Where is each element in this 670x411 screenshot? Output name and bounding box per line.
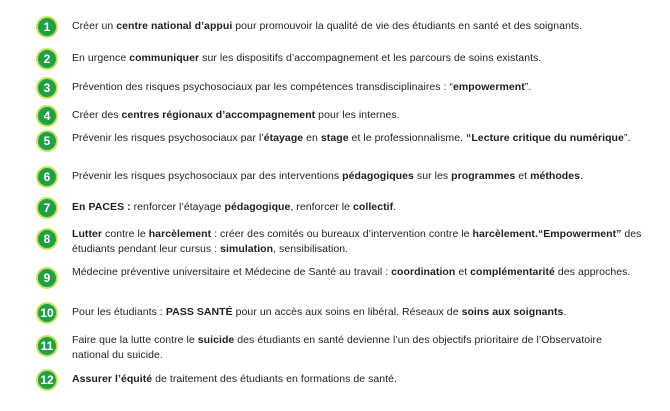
item-text: Prévention des risques psychosociaux par les compétences transdisciplinaires : “empowerment”.	[72, 81, 532, 93]
number-badge: 3	[36, 77, 58, 99]
item-text: Pour les étudiants : PASS SANTÉ pour un accès aux soins en libéral. Réseaux de soins aux soignants.	[72, 306, 567, 318]
item-text: Assurer l’équité de traitement des étudiants en formations de santé.	[72, 373, 397, 385]
item-text: En PACES : renforcer l’étayage pédagogique, renforcer le collectif.	[72, 201, 397, 213]
item-text: Médecine préventive universitaire et Médecine de Santé au travail : coordination et complémentarité des approches.	[72, 266, 631, 278]
item-text: Lutter contre le harcèlement : créer des comités ou bureaux d’intervention contre le harcèlement.“Empowerment” des étudiants pendant leur cursus : simulation, sensibilisation.	[72, 228, 642, 255]
number-badge: 6	[36, 166, 58, 188]
number-badge: 8	[36, 228, 58, 250]
number-badge: 4	[36, 105, 58, 127]
number-badge: 9	[36, 267, 58, 289]
item-text: Créer un centre national d’appui pour promouvoir la qualité de vie des étudiants en santé et des soignants.	[72, 20, 583, 32]
number-badge: 10	[36, 302, 58, 324]
item-text: En urgence communiquer sur les dispositifs d’accompagnement et les parcours de soins existants.	[72, 52, 542, 64]
number-badge: 1	[36, 16, 58, 38]
number-badge: 5	[36, 130, 58, 152]
number-badge: 11	[36, 335, 58, 357]
number-badge: 2	[36, 48, 58, 70]
item-text: Créer des centres régionaux d’accompagnement pour les internes.	[72, 109, 400, 121]
item-text: Faire que la lutte contre le suicide des étudiants en santé devienne l’un des objectifs prioritaire de l’Observatoire national du suicide.	[72, 334, 602, 361]
item-text: Prévenir les risques psychosociaux par l’étayage en stage et le professionnalisme. “Lecture critique du numérique”.	[72, 132, 631, 144]
item-text: Prévenir les risques psychosociaux par des interventions pédagogiques sur les programmes et méthodes.	[72, 170, 584, 182]
number-badge: 7	[36, 197, 58, 219]
number-badge: 12	[36, 369, 58, 391]
